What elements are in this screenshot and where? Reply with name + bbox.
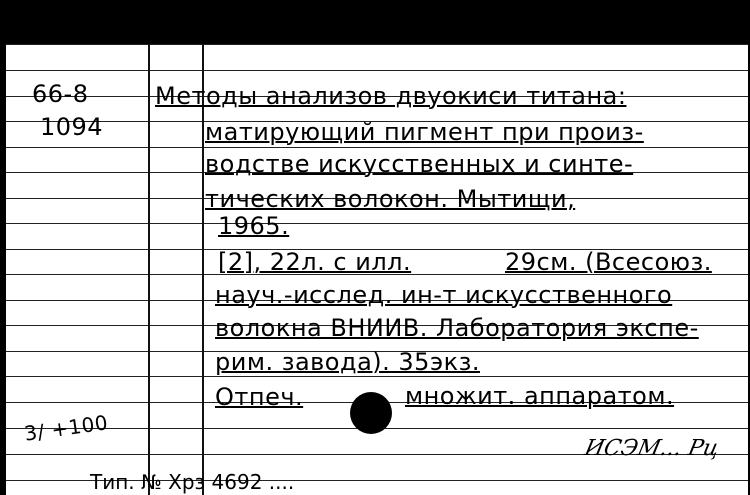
text-line-8: науч.-исслед. ин-т искусственного [215, 281, 673, 309]
text-line-9: волокна ВНИИВ. Лаборатория экспе- [215, 314, 699, 342]
text-line-3: водстве искусственных и синте- [205, 150, 634, 178]
margin-line-right [202, 44, 204, 495]
text-line-12: множит. аппаратом. [405, 382, 675, 410]
scan-border-top [0, 0, 750, 44]
text-line-5: 1965. [218, 212, 290, 240]
card-rule [6, 376, 748, 377]
card-rule [6, 70, 748, 71]
margin-note: 3/ +100 [22, 410, 110, 446]
handwritten-signature: ИСЭМ... Рц [582, 436, 722, 461]
text-line-6: [2], 22л. с илл. [218, 248, 412, 276]
text-line-10: рим. завода). 35экз. [215, 348, 481, 376]
card-rule [6, 223, 748, 224]
text-line-11: Отпеч. [215, 383, 304, 411]
text-line-2: матирующий пигмент при произ- [205, 118, 644, 146]
margin-line-left [148, 44, 150, 495]
card-rule [6, 147, 748, 148]
text-line-7: 29см. (Всесоюз. [505, 248, 712, 276]
bottom-print-partial: Тип. № Хрз 4692 .... [90, 470, 295, 494]
card-rule [6, 44, 748, 45]
ink-blot [350, 392, 392, 434]
call-number-line2: 1094 [40, 113, 104, 141]
text-line-1: Методы анализов двуокиси титана: [155, 82, 627, 110]
text-line-4: тических волокон. Мытищи, [205, 185, 576, 213]
call-number-line1: 66-8 [32, 80, 89, 108]
